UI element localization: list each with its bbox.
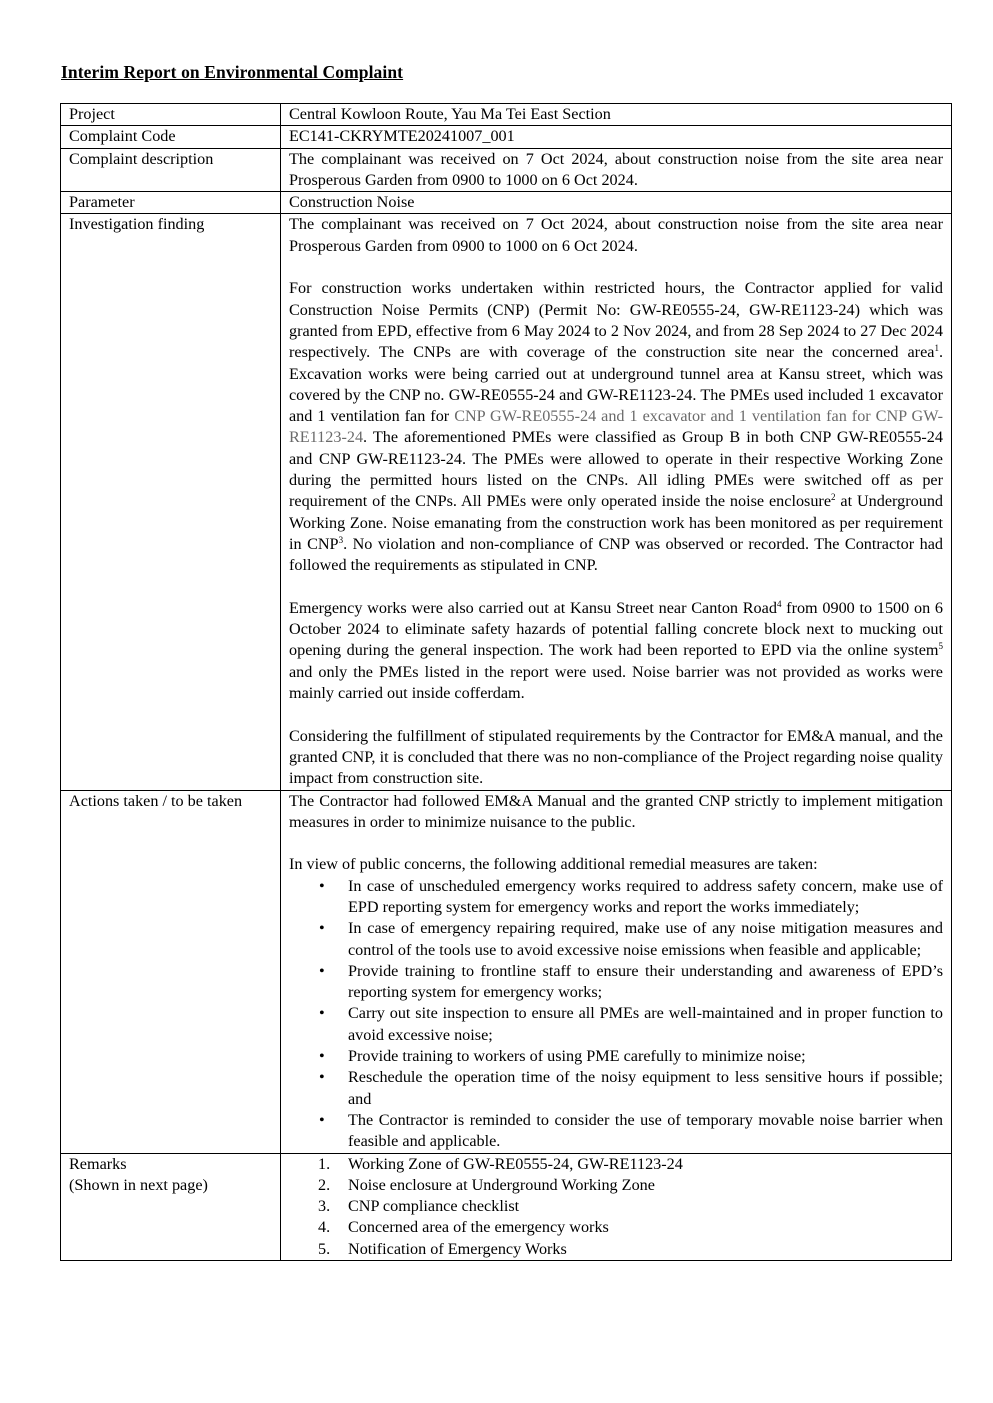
finding-paragraph-4: Considering the fulfillment of stipulated requirements by the Contractor for EM&A manual, and the granted CNP, it is concluded that there was no non-compliance of the Project regarding noise quality impact from construction site. — [289, 726, 943, 788]
table-row-description — [61, 148, 952, 192]
description-label: Complaint description — [61, 148, 281, 192]
list-item-text: Carry out site inspection to ensure all PMEs are well-maintained and in proper function to avoid excessive noise; — [348, 1004, 943, 1044]
finding-paragraph-1: The complainant was received on 7 Oct 2024, about construction noise from the site area near Prosperous Garden from 0900 to 1000 on 6 Oct 2024. — [289, 215, 943, 255]
finding-paragraph-2 — [289, 278, 943, 576]
remarks-list — [289, 1154, 943, 1260]
project-label: Project — [61, 104, 281, 126]
list-item — [289, 1196, 943, 1217]
list-item-number: 5. — [318, 1239, 331, 1258]
footnote-ref-4: 4 — [776, 598, 782, 609]
investigation-label: Investigation finding — [61, 214, 281, 790]
bullet-icon: • — [319, 1110, 325, 1129]
complaint-code-label: Complaint Code — [61, 126, 281, 148]
bullet-icon: • — [319, 1047, 325, 1066]
list-item-text: CNP compliance checklist — [348, 1197, 520, 1216]
list-item — [289, 1175, 943, 1196]
list-item-text: Notification of Emergency Works — [348, 1239, 567, 1258]
actions-label: Actions taken / to be taken — [61, 790, 281, 1153]
finding-p2-part-c: . The aforementioned PMEs were classified as Group B in both CNP GW-RE0555-24 and CNP GW-RE1123-24. The PMEs were allowed to operate in their respective Working Zone during the permitted hours listed on the CNPs. All idling PMEs were switched off as per requirement of the CNPs. All PMEs were only operated inside the noise enclosure — [289, 428, 943, 511]
bullet-icon: • — [319, 919, 325, 938]
table-row-investigation — [61, 214, 952, 790]
actions-paragraph-2: In view of public concerns, the following additional remedial measures are taken: — [289, 855, 818, 874]
bullet-icon: • — [319, 1068, 325, 1087]
actions-paragraph-1: The Contractor had followed EM&A Manual and the granted CNP strictly to implement mitigation measures in order to minimize nuisance to the public. — [289, 791, 943, 831]
list-item — [289, 1239, 943, 1260]
table-row-project — [61, 104, 952, 126]
actions-value — [281, 790, 952, 1153]
footnote-ref-5: 5 — [938, 641, 943, 652]
list-item-text: Provide training to workers of using PME carefully to minimize noise; — [348, 1047, 806, 1066]
footnote-ref-1: 1 — [934, 343, 939, 354]
list-item-text: The Contractor is reminded to consider the use of temporary movable noise barrier when feasible and applicable. — [348, 1110, 943, 1151]
complaint-code-value: EC141-CKRYMTE20241007_001 — [281, 126, 952, 148]
list-item-number: 3. — [318, 1197, 331, 1216]
list-item — [289, 1217, 943, 1238]
description-value: The complainant was received on 7 Oct 2024, about construction noise from the site area near Prosperous Garden from 0900 to 1000 on 6 Oct 2024. — [281, 148, 952, 192]
list-item-text: Concerned area of the emergency works — [348, 1218, 609, 1237]
list-item-number: 2. — [318, 1175, 331, 1194]
finding-p2-part-e: . No violation and non-compliance of CNP was observed or recorded. The Contractor had followed the requirements as stipulated in CNP. — [289, 534, 943, 575]
list-item-text: Reschedule the operation time of the noisy equipment to less sensitive hours if possible; and — [348, 1068, 943, 1108]
investigation-value — [281, 214, 952, 790]
list-item-text: Noise enclosure at Underground Working Zone — [348, 1175, 655, 1194]
finding-p3-part-c: and only the PMEs listed in the report were used. Noise barrier was not provided as works were mainly carried out inside cofferdam. — [289, 662, 943, 703]
finding-paragraph-3 — [289, 598, 943, 704]
list-item-number: 1. — [318, 1154, 331, 1173]
complaint-report-table — [60, 103, 952, 1261]
remarks-sublabel: (Shown in next page) — [69, 1175, 208, 1194]
list-item-text: Provide training to frontline staff to ensure their understanding and awareness of EPD’s reporting system for emergency works; — [348, 961, 943, 1002]
list-item — [289, 1154, 943, 1175]
remarks-label: Remarks — [69, 1154, 127, 1173]
bullet-icon: • — [319, 876, 325, 895]
remarks-value — [281, 1153, 952, 1260]
table-row-actions — [61, 790, 952, 1153]
bullet-icon: • — [319, 1004, 325, 1023]
parameter-label: Parameter — [61, 192, 281, 214]
list-item — [289, 918, 943, 961]
finding-p2-part-d: at Underground Working Zone. Noise emanating from the construction work has been monitored as per requirement in CNP — [289, 492, 944, 553]
footnote-ref-2: 2 — [831, 492, 836, 503]
list-item — [289, 1067, 943, 1110]
list-item — [289, 1046, 943, 1067]
list-item — [289, 961, 943, 1004]
list-item — [289, 876, 943, 919]
footnote-ref-3: 3 — [338, 534, 344, 545]
finding-p2-grey-text: CNP GW-RE0555-24 and 1 excavator and 1 ventilation fan for CNP GW-RE1123-24 — [289, 407, 943, 447]
page-title: Interim Report on Environmental Complaint — [61, 62, 404, 82]
finding-p2-part-b: . Excavation works were being carried out at underground tunnel area at Kansu street, which was covered by the CNP no. GW-RE0555-24 and GW-RE1123-24. The PMEs used included 1 excavator and 1 ventilation fan for — [289, 343, 943, 426]
finding-p2-part-a: For construction works undertaken within restricted hours, the Contractor applied for valid Construction Noise Permits (CNP) (Permit No: GW-RE0555-24, GW-RE1123-24) which was granted from EPD, effective from 6 May 2024 to 2 Nov 2024, and from 28 Sep 2024 to 27 Dec 2024 respectively. The CNPs are with coverage of the construction site near the concerned area — [289, 279, 943, 362]
list-item — [289, 1003, 943, 1046]
table-row-remarks — [61, 1153, 952, 1260]
bullet-icon: • — [319, 961, 325, 980]
list-item-text: In case of emergency repairing required, make use of any noise mitigation measures and control of the tools use to avoid excessive noise emissions when feasible and applicable; — [348, 919, 943, 959]
parameter-value: Construction Noise — [281, 192, 952, 214]
finding-p3-part-a: Emergency works were also carried out at Kansu Street near Canton Road — [289, 598, 777, 617]
list-item-text: In case of unscheduled emergency works required to address safety concern, make use of EPD reporting system for emergency works and report the works immediately; — [348, 876, 943, 916]
remedial-measures-list — [289, 876, 943, 1153]
list-item — [289, 1110, 943, 1153]
table-row-parameter — [61, 192, 952, 214]
finding-p3-part-b: from 0900 to 1500 on 6 October 2024 to eliminate safety hazards of potential falling concrete block next to mucking out opening during the general inspection. The work had been reported to EPD via the online system — [289, 598, 944, 660]
project-value: Central Kowloon Route, Yau Ma Tei East Section — [281, 104, 952, 126]
remarks-label-cell — [61, 1153, 281, 1260]
table-row-complaint-code — [61, 126, 952, 148]
list-item-number: 4. — [318, 1218, 331, 1237]
list-item-text: Working Zone of GW-RE0555-24, GW-RE1123-24 — [348, 1154, 683, 1173]
